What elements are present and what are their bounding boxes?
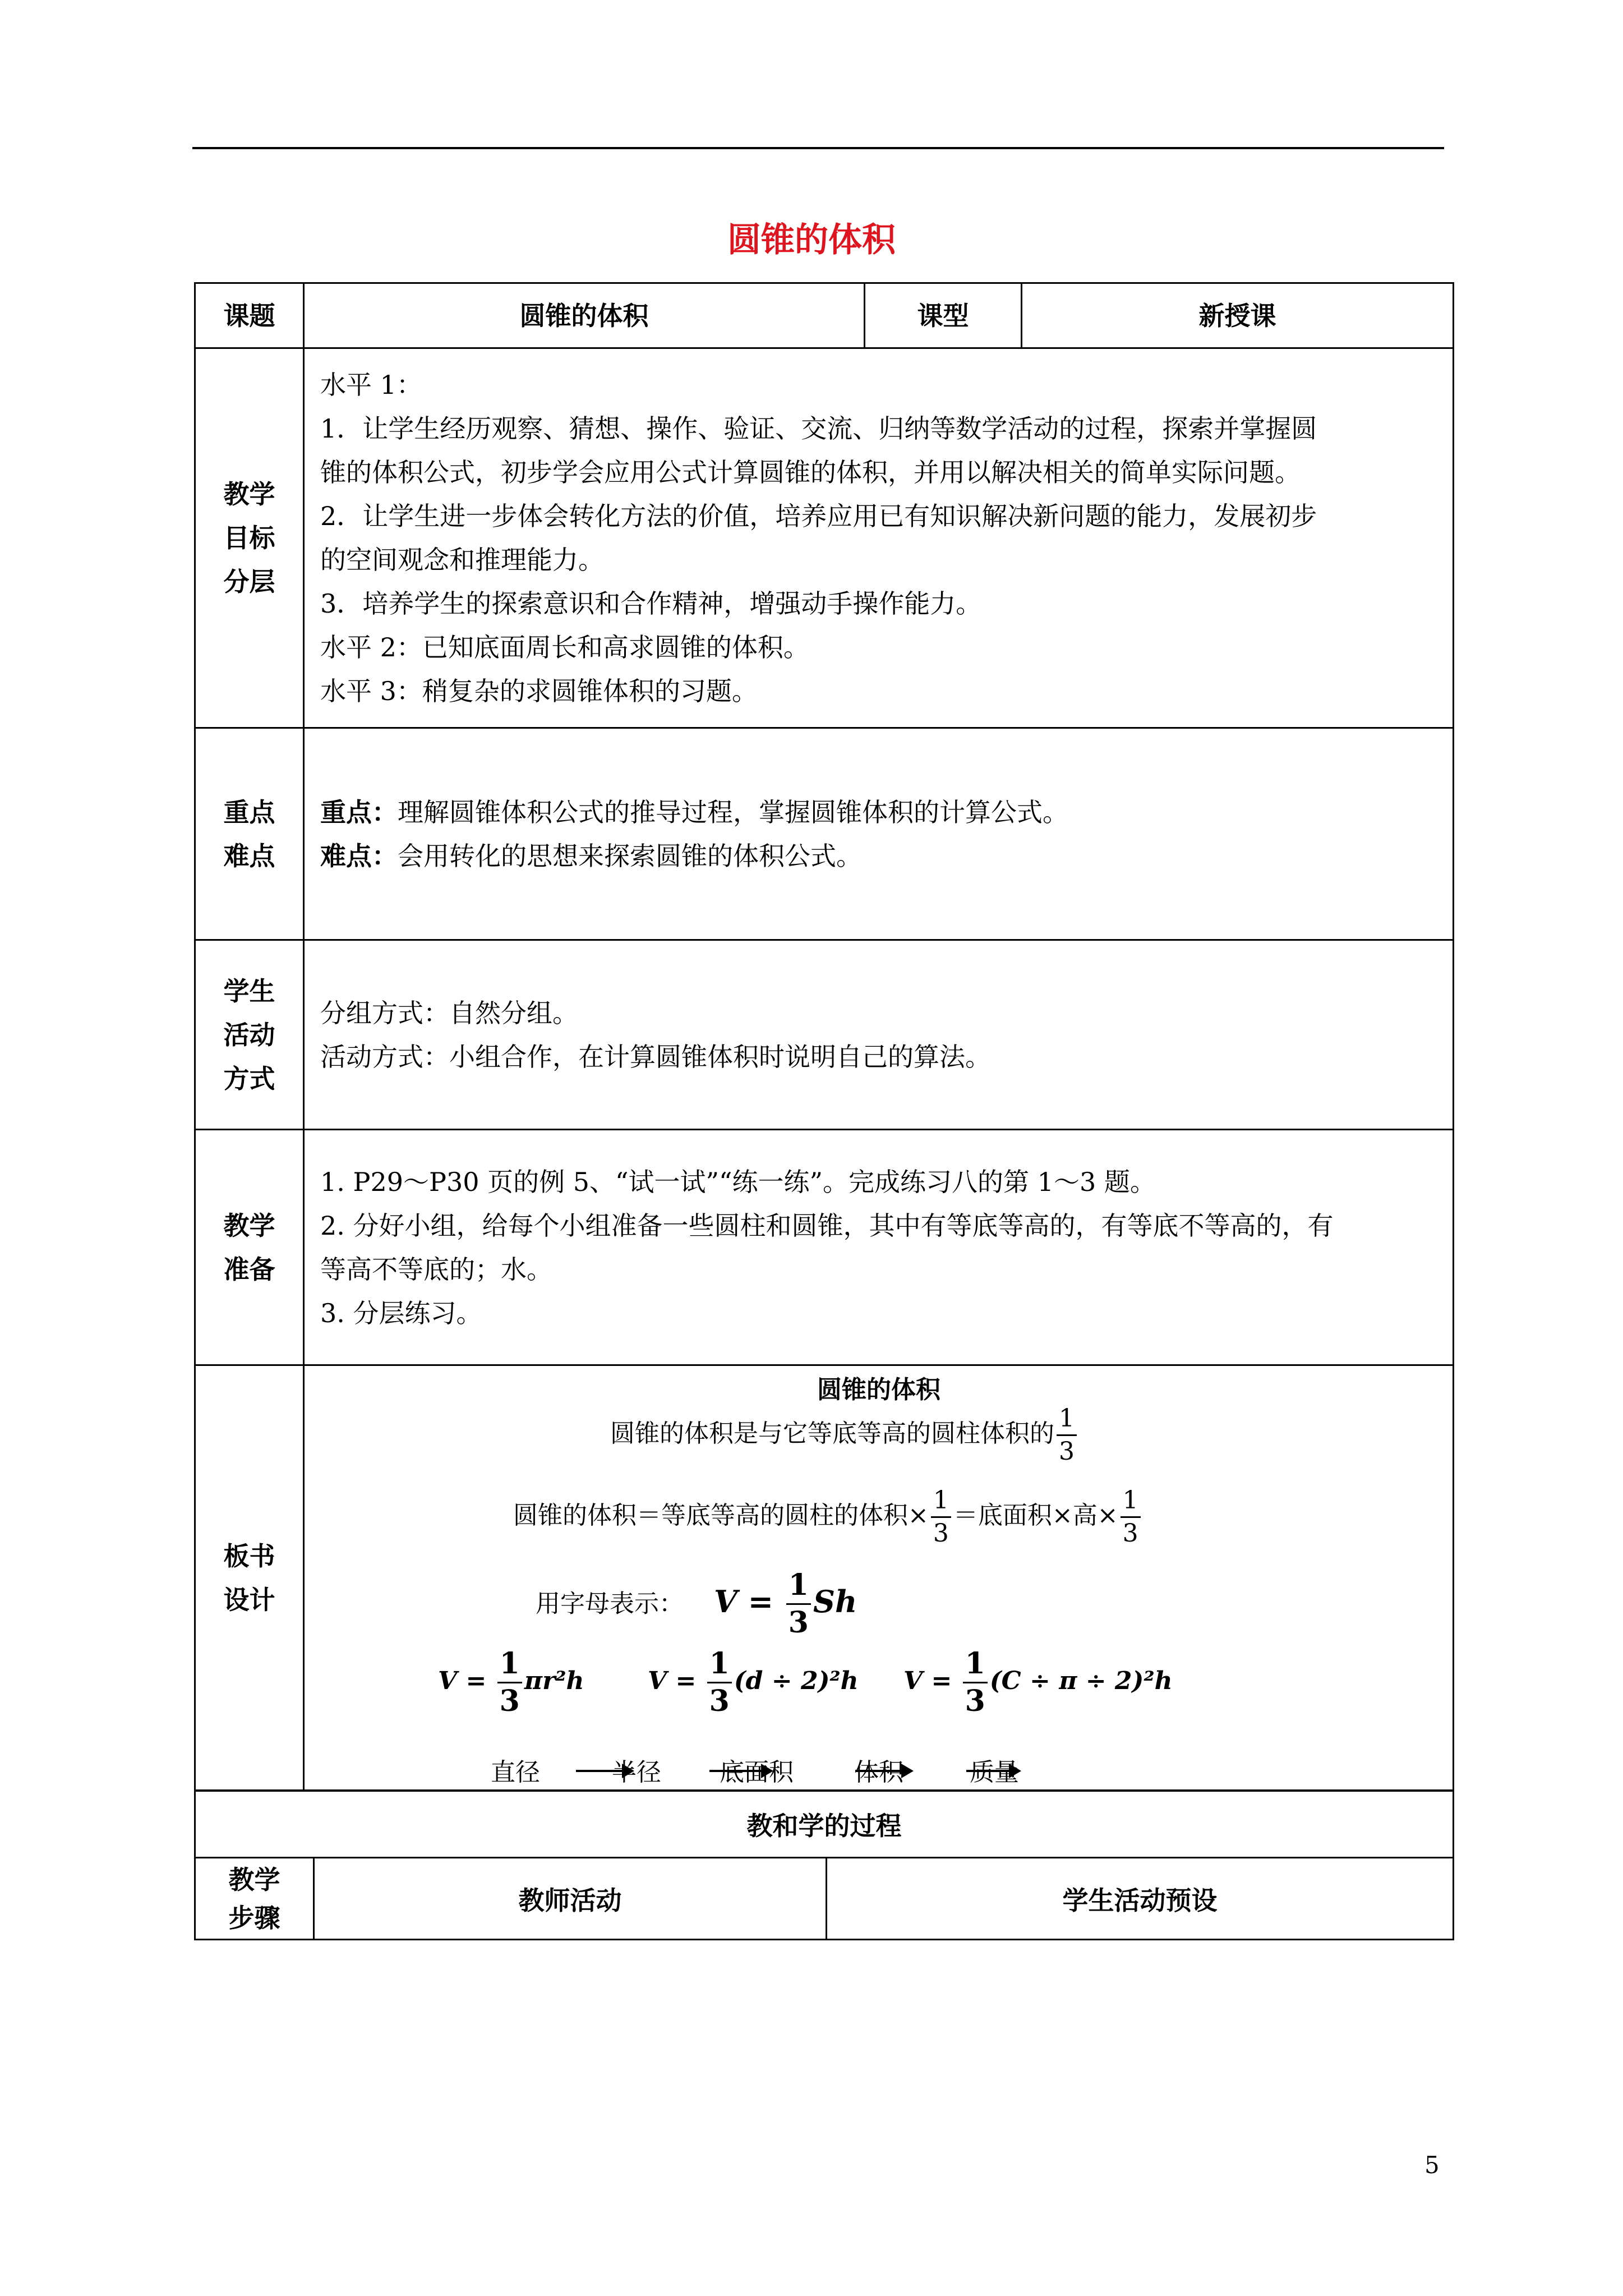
objectives-content bbox=[304, 348, 1454, 728]
student-activity-header: 学生活动预设 bbox=[827, 1858, 1454, 1940]
activity-content bbox=[304, 940, 1454, 1130]
flow-item: 直径 bbox=[491, 1758, 540, 1787]
activity-line: 分组方式：自然分组。 bbox=[320, 997, 578, 1028]
header-rule bbox=[192, 147, 1444, 149]
process-table bbox=[194, 1789, 1454, 1940]
type-label: 课型 bbox=[865, 283, 1022, 348]
objectives-line: 水平 2：已知底面周长和高求圆锥的体积。 bbox=[320, 632, 809, 662]
preparation-line: 2. 分好小组，给每个小组准备一些圆柱和圆锥，其中有等底等高的，有等底不等高的，有 bbox=[320, 1210, 1334, 1241]
fraction-one-third: $\frac{1}{3}$ bbox=[1057, 1406, 1077, 1464]
row-activity bbox=[195, 940, 1454, 1130]
lesson-plan-table bbox=[194, 282, 1454, 1792]
fraction-one-third: $\frac{1}{3}$ bbox=[931, 1488, 951, 1546]
row-preparation bbox=[195, 1130, 1454, 1365]
process-title-row bbox=[195, 1791, 1454, 1858]
board-heading: 圆锥的体积 bbox=[817, 1375, 940, 1404]
activity-line: 活动方式：小组合作，在计算圆锥体积时说明自己的算法。 bbox=[320, 1041, 991, 1072]
board-line-1: 圆锥的体积是与它等底等高的圆柱体积的 $\frac{1}{3}$ bbox=[610, 1406, 1079, 1464]
page-number: 5 bbox=[1424, 2151, 1440, 2179]
row-board bbox=[195, 1365, 1454, 1791]
process-title: 教和学的过程 bbox=[195, 1791, 1454, 1858]
flow-item: 半径 bbox=[612, 1758, 661, 1787]
key-point-line: 重点：理解圆锥体积公式的推导过程，掌握圆锥体积的计算公式。 bbox=[320, 797, 1068, 827]
row-key-points bbox=[195, 728, 1454, 940]
objectives-line: 锥的体积公式，初步学会应用公式计算圆锥的体积，并用以解决相关的简单实际问题。 bbox=[320, 457, 1301, 487]
row-objectives bbox=[195, 348, 1454, 728]
objectives-line: 2．让学生进一步体会转化方法的价值，培养应用已有知识解决新问题的能力，发展初步 bbox=[320, 501, 1317, 531]
formula-radius: V = $\frac{1}{3}$ πr²h bbox=[438, 1646, 584, 1718]
objectives-line: 3．培养学生的探索意识和合作精神，增强动手操作能力。 bbox=[320, 588, 982, 619]
topic-value: 圆锥的体积 bbox=[304, 283, 865, 348]
type-value: 新授课 bbox=[1022, 283, 1454, 348]
formula-circumference: V = $\frac{1}{3}$ (C ÷ π ÷ 2)²h bbox=[903, 1646, 1173, 1718]
flow-item: 体积 bbox=[854, 1758, 903, 1787]
formula-diameter: V = $\frac{1}{3}$ (d ÷ 2)²h bbox=[648, 1646, 859, 1718]
process-header-row bbox=[195, 1858, 1454, 1940]
difficult-point-line: 难点：会用转化的思想来探索圆锥的体积公式。 bbox=[320, 840, 862, 871]
preparation-line: 3. 分层练习。 bbox=[320, 1297, 482, 1328]
row-topic bbox=[195, 283, 1454, 348]
board-flow bbox=[305, 1751, 1449, 1787]
objectives-line: 1．让学生经历观察、猜想、操作、验证、交流、归纳等数学活动的过程，探索并掌握圆 bbox=[320, 413, 1317, 444]
step-label: 教学 步骤 bbox=[195, 1858, 314, 1940]
board-content bbox=[304, 1365, 1454, 1791]
key-points-content bbox=[304, 728, 1454, 940]
page-title: 圆锥的体积 bbox=[727, 220, 896, 260]
preparation-content bbox=[304, 1130, 1454, 1365]
board-label: 板书 设计 bbox=[195, 1365, 304, 1791]
activity-label: 学生 活动 方式 bbox=[195, 940, 304, 1130]
preparation-label: 教学 准备 bbox=[195, 1130, 304, 1365]
objectives-label: 教学 目标 分层 bbox=[195, 348, 304, 728]
key-points-label: 重点 难点 bbox=[195, 728, 304, 940]
fraction-one-third: $\frac{1}{3}$ bbox=[1121, 1488, 1141, 1546]
objectives-line: 水平 1： bbox=[320, 370, 422, 400]
preparation-line: 1. P29～P30 页的例 5、“试一试”“练一练”。完成练习八的第 1～3 题。 bbox=[320, 1166, 1156, 1197]
board-design bbox=[305, 1366, 1453, 1790]
objectives-line: 的空间观念和推理能力。 bbox=[320, 545, 604, 575]
flow-item: 质量 bbox=[970, 1758, 1019, 1787]
board-line-3: 用字母表示： V = $\frac{1}{3}$ Sh bbox=[536, 1568, 857, 1640]
topic-label: 课题 bbox=[195, 283, 304, 348]
board-line-2: 圆锥的体积＝等底等高的圆柱的体积× $\frac{1}{3}$ ＝底面积×高× $\frac{1}{3}$ bbox=[513, 1488, 1143, 1546]
formula-sh: V = $\frac{1}{3}$ Sh bbox=[714, 1568, 857, 1640]
flow-item: 底面积 bbox=[720, 1758, 794, 1787]
preparation-line: 等高不等底的；水。 bbox=[320, 1254, 552, 1285]
objectives-line: 水平 3：稍复杂的求圆锥体积的习题。 bbox=[320, 676, 758, 706]
teacher-activity-header: 教师活动 bbox=[314, 1858, 827, 1940]
